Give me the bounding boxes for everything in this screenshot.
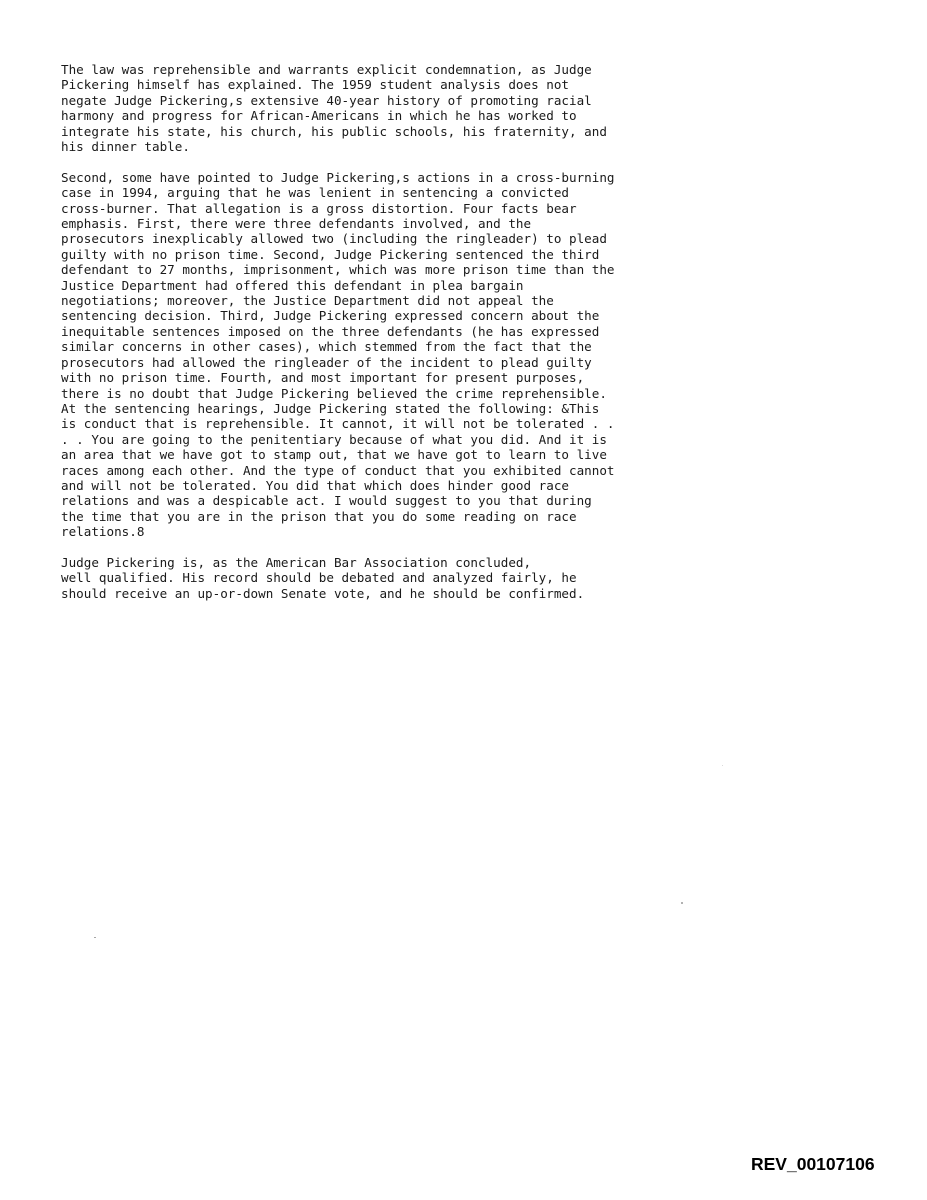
text-line: negate Judge Pickering,s extensive 40-year history of promoting racial (61, 92, 592, 108)
text-line: should receive an up-or-down Senate vote, and he should be confirmed. (61, 585, 585, 601)
text-line: races among each other. And the type of conduct that you exhibited cannot (61, 462, 615, 478)
text-line: guilty with no prison time. Second, Judge Pickering sentenced the third (61, 246, 600, 262)
paragraph-cross-burning-case (61, 170, 701, 540)
text-line: inequitable sentences imposed on the three defendants (he has expressed (61, 323, 600, 339)
scan-speck (94, 937, 96, 938)
scan-speck (681, 902, 683, 904)
scan-speck (722, 765, 723, 766)
text-line: case in 1994, arguing that he was lenient in sentencing a convicted (61, 185, 569, 201)
text-line: his dinner table. (61, 139, 190, 155)
text-line: relations and was a despicable act. I would suggest to you that during (61, 493, 592, 509)
text-line: similar concerns in other cases), which stemmed from the fact that the (61, 339, 592, 355)
text-line: an area that we have got to stamp out, that we have got to learn to live (61, 447, 607, 463)
text-line: there is no doubt that Judge Pickering believed the crime reprehensible. (61, 385, 607, 401)
text-line: prosecutors inexplicably allowed two (including the ringleader) to plead (61, 231, 607, 247)
text-line: with no prison time. Fourth, and most important for present purposes, (61, 370, 585, 386)
text-line: Judge Pickering is, as the American Bar Association concluded, (61, 554, 532, 570)
text-line: defendant to 27 months, imprisonment, which was more prison time than the (61, 262, 615, 278)
text-line: negotiations; moreover, the Justice Department did not appeal the (61, 293, 554, 309)
text-line: relations.8 (61, 524, 145, 540)
text-line: well qualified. His record should be debated and analyzed fairly, he (61, 570, 577, 586)
paragraph-conclusion (61, 555, 701, 601)
text-line: sentencing decision. Third, Judge Pickering expressed concern about the (61, 308, 600, 324)
text-line: Pickering himself has explained. The 1959 student analysis does not (61, 77, 569, 93)
text-line: The law was reprehensible and warrants explicit condemnation, as Judge (61, 62, 592, 77)
paragraph-condemnation (61, 62, 701, 154)
text-line: . . You are going to the penitentiary because of what you did. And it is (61, 431, 607, 447)
text-line: prosecutors had allowed the ringleader of the incident to plead guilty (61, 354, 592, 370)
text-line: harmony and progress for African-Americans in which he has worked to (61, 108, 577, 124)
text-line: Justice Department had offered this defendant in plea bargain (61, 277, 524, 293)
text-line: Second, some have pointed to Judge Pickering,s actions in a cross-burning (61, 169, 615, 185)
text-line: cross-burner. That allegation is a gross distortion. Four facts bear (61, 200, 577, 216)
text-line: the time that you are in the prison that you do some reading on race (61, 508, 577, 524)
text-line: is conduct that is reprehensible. It cannot, it will not be tolerated . . (61, 416, 615, 432)
document-body (61, 62, 701, 617)
text-line: emphasis. First, there were three defendants involved, and the (61, 216, 532, 232)
bates-number: REV_00107106 (751, 1154, 875, 1174)
text-line: and will not be tolerated. You did that which does hinder good race (61, 477, 569, 493)
text-line: At the sentencing hearings, Judge Pickering stated the following: &This (61, 400, 600, 416)
text-line: integrate his state, his church, his public schools, his fraternity, and (61, 123, 607, 139)
